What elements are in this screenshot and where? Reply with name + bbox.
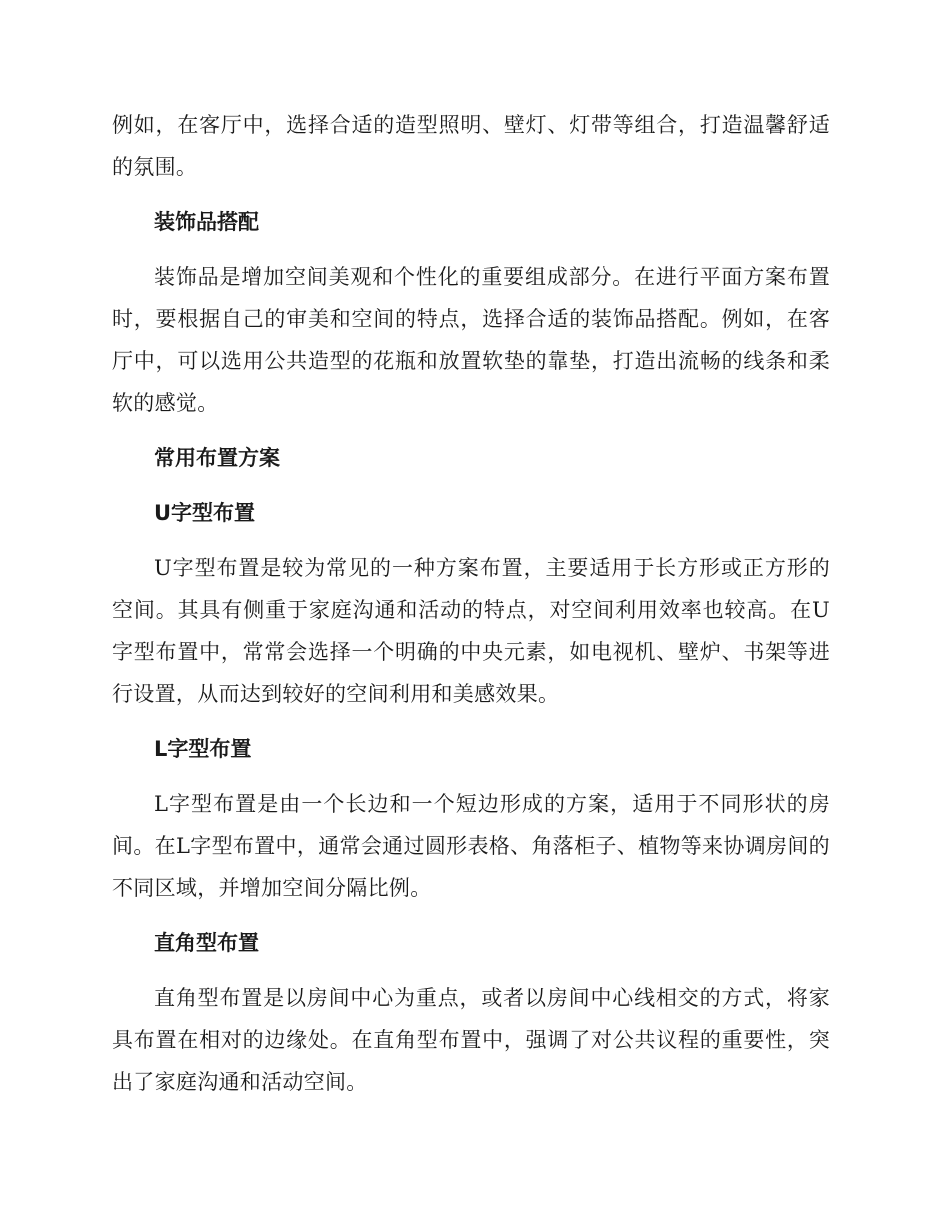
heading-common-layouts: 常用布置方案 [154,446,280,470]
paragraph-right-angle-layout: 直角型布置是以房间中心为重点，或者以房间中心线相交的方式，将家具布置在相对的边缘处。在直角型布置中，强调了对公共议程的重要性，突出了家庭沟通和活动空间。 [112,986,830,1094]
document-page [112,104,830,1103]
heading-l-layout: L字型布置 [154,737,252,761]
heading-decor-matching: 装饰品搭配 [154,210,259,234]
heading-u-layout: U字型布置 [154,501,256,525]
paragraph-l-layout: L字型布置是由一个长边和一个短边形成的方案，适用于不同形状的房间。在L字型布置中，通常会通过圆形表格、角落柜子、植物等来协调房间的不同区域，并增加空间分隔比例。 [112,792,830,900]
paragraph-lighting-example: 例如，在客厅中，选择合适的造型照明、壁灯、灯带等组合，打造温馨舒适的氛围。 [112,113,830,179]
heading-right-angle-layout: 直角型布置 [154,931,259,955]
paragraph-decor-matching: 装饰品是增加空间美观和个性化的重要组成部分。在进行平面方案布置时，要根据自己的审美和空间的特点，选择合适的装饰品搭配。例如，在客厅中，可以选用公共造型的花瓶和放置软垫的靠垫，打造出流畅的线条和柔软的感觉。 [112,265,830,415]
paragraph-u-layout: U字型布置是较为常见的一种方案布置，主要适用于长方形或正方形的空间。其具有侧重于家庭沟通和活动的特点，对空间利用效率也较高。在U字型布置中，常常会选择一个明确的中央元素，如电视机、壁炉、书架等进行设置，从而达到较好的空间利用和美感效果。 [112,556,830,706]
